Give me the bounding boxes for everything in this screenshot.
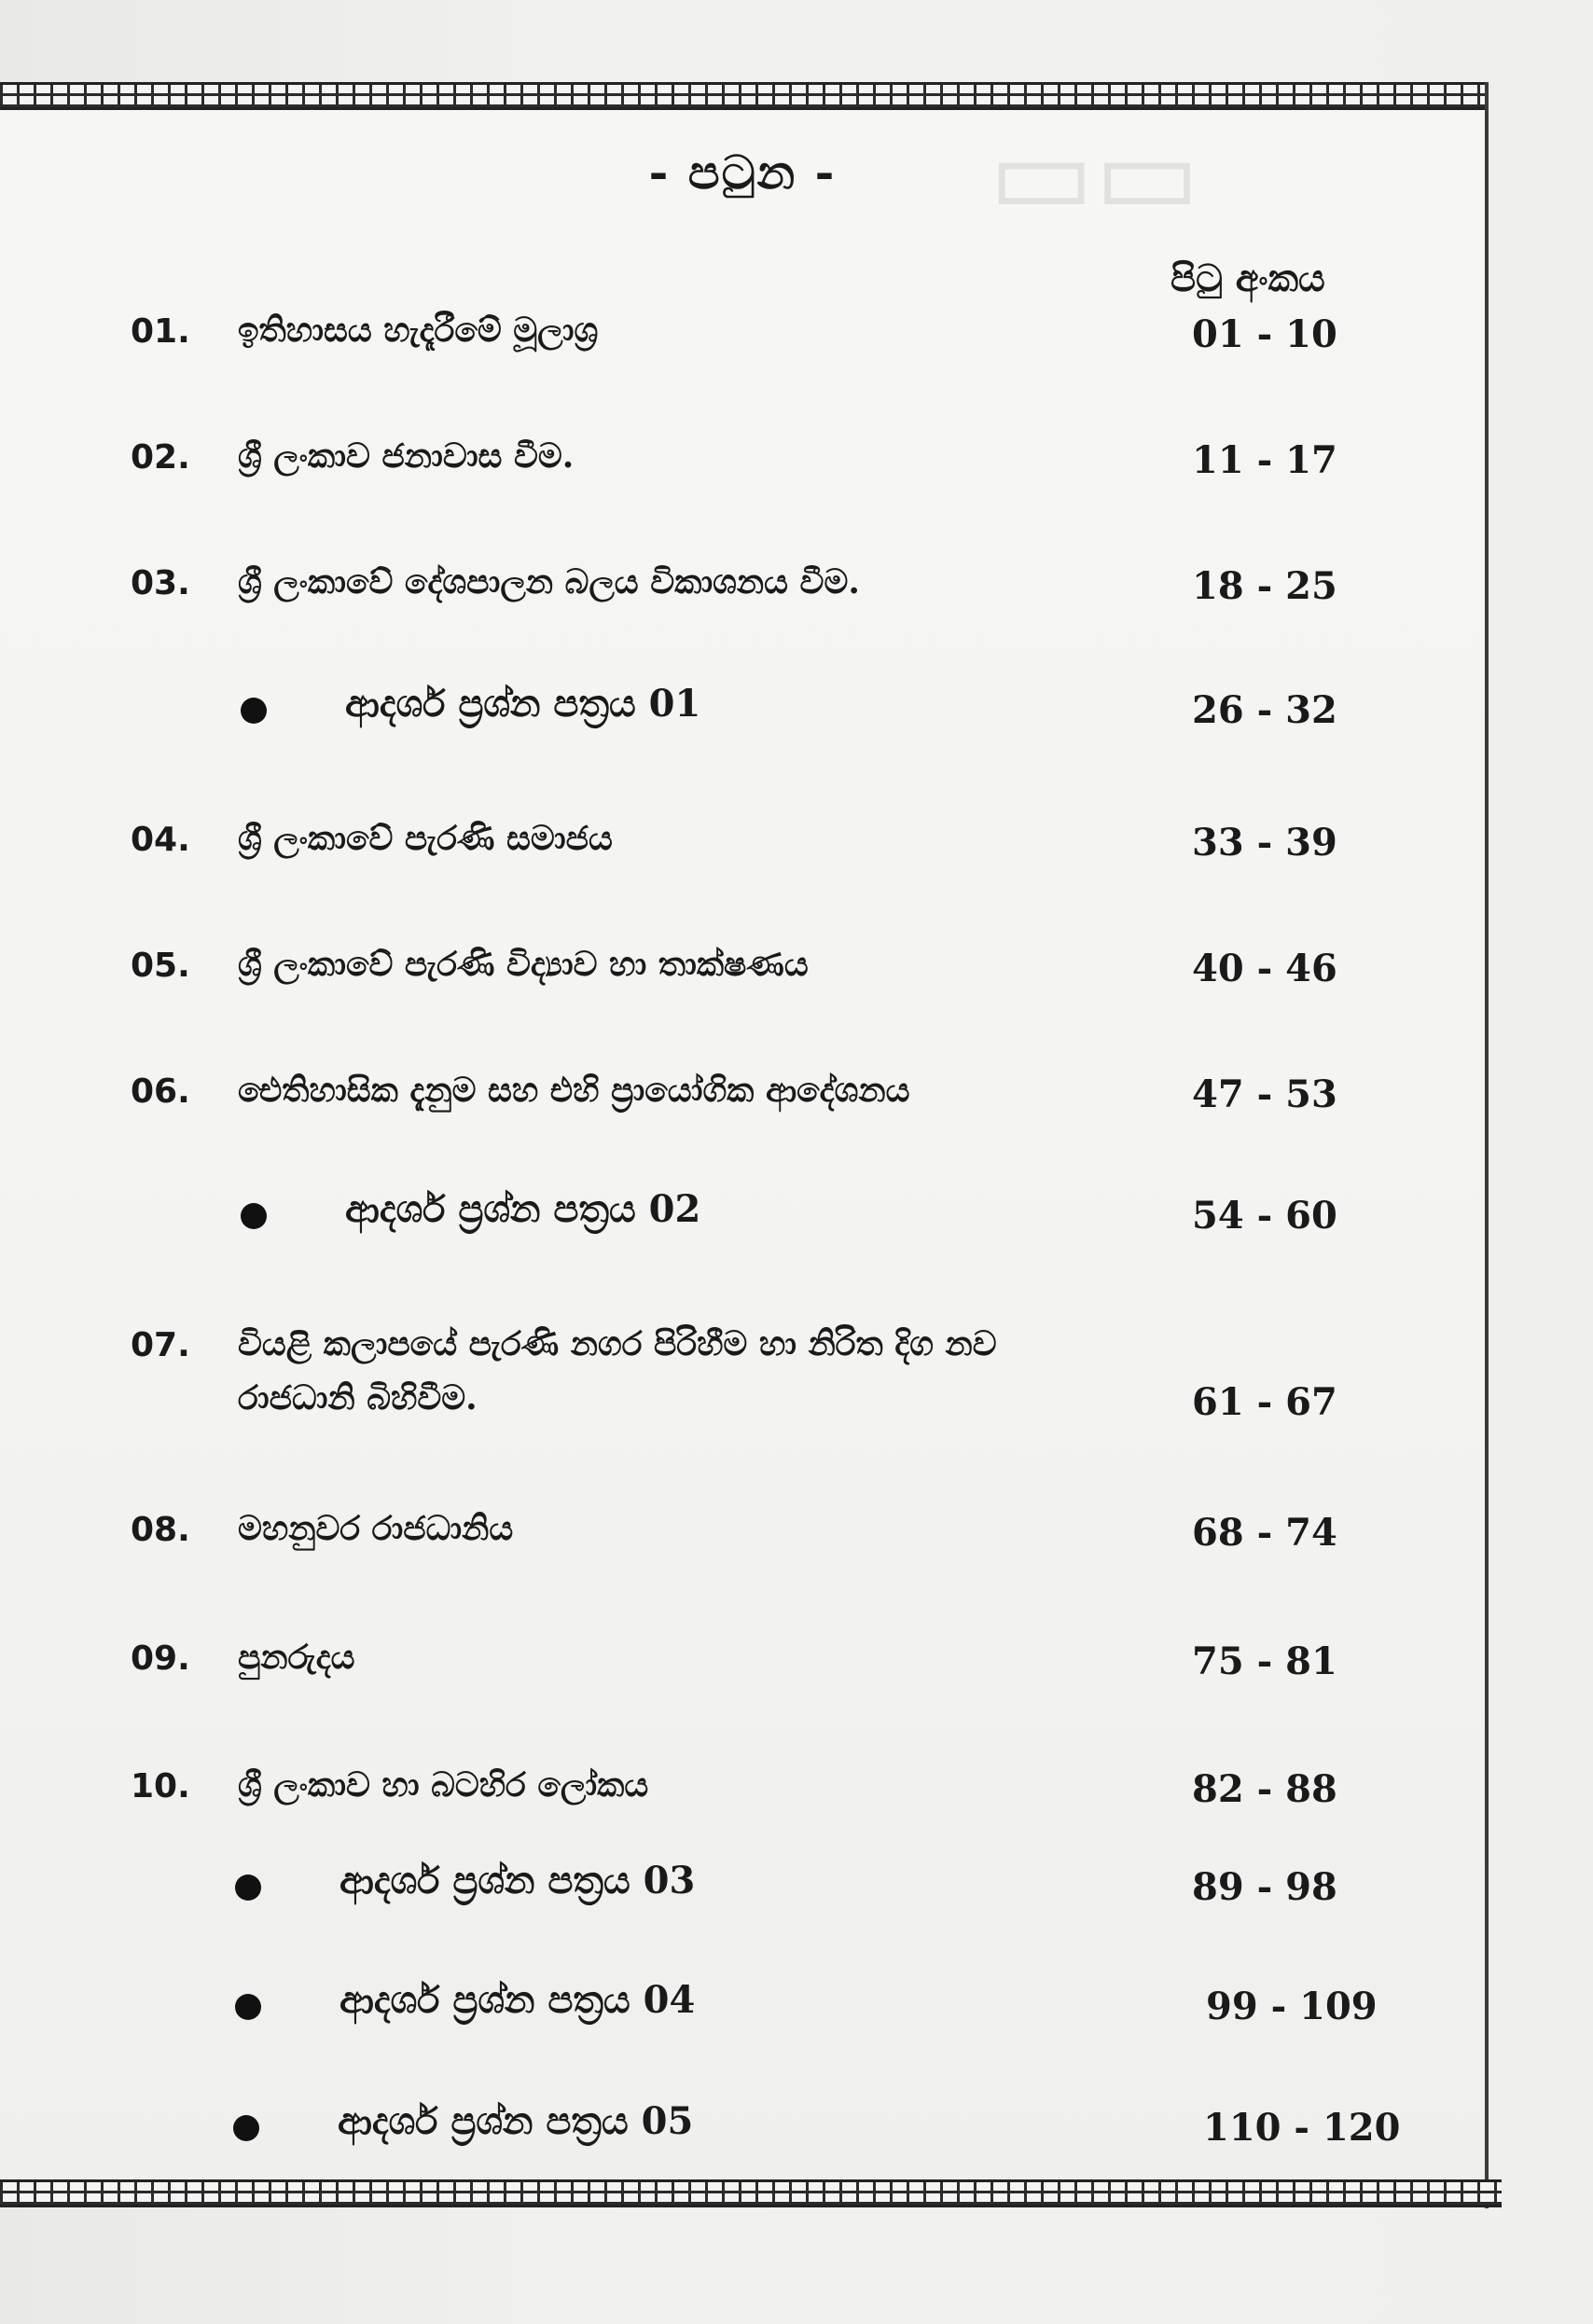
entry-title: පුනරුදය [238,1638,355,1677]
entry-number: 05. [131,947,190,985]
entry-title: ශ්‍රී ලංකාව හා බටහිර ලෝකය [238,1765,649,1805]
entry-number: 04. [131,821,190,859]
toc-entry [0,1511,1485,1576]
entry-pages: 61 - 67 [1192,1380,1337,1424]
decorative-border-top [0,82,1485,110]
entry-number: 06. [131,1072,190,1111]
decorative-border-bottom [0,2179,1502,2207]
entry-title: ශ්‍රී ලංකාවේ පැරණි විද්‍යාව හා තාක්ෂණය [238,945,809,984]
toc-entry-model-paper [0,2099,1485,2171]
entry-title: ආදර්ශ ප්‍රශ්න පත්‍රය 05 [338,2099,694,2143]
entry-number: 10. [131,1767,190,1805]
entry-title: මහනුවර රාජධානිය [238,1509,514,1548]
entry-title: ඓතිහාසික දැනුම සහ එහි ප්‍රායෝගික ආදේශනය [238,1071,910,1110]
toc-entry [0,1072,1485,1138]
toc-entry [0,1767,1485,1833]
entry-title: ඉතිහාසය හැදෑරීමේ මූලාශ්‍ර [238,311,599,350]
toc-entry-model-paper [0,1978,1485,2050]
entry-pages: 89 - 98 [1192,1865,1337,1909]
toc-entry [0,1326,1485,1447]
entry-pages: 99 - 109 [1206,1985,1378,2028]
page-title: - පටුන - [648,145,837,200]
page-number-header: පිටු අංකය [1171,256,1325,300]
entry-title: ආදර්ශ ප්‍රශ්න පත්‍රය 04 [339,1978,696,2022]
entry-pages: 110 - 120 [1203,2106,1401,2150]
bullet-icon [233,2115,259,2141]
bullet-icon [235,1994,261,2020]
entry-pages: 01 - 10 [1192,312,1337,356]
entry-number: 02. [131,438,190,477]
entry-number: 03. [131,564,190,602]
entry-number: 01. [131,312,190,351]
toc-entry-model-paper [0,1859,1485,1930]
entry-pages: 33 - 39 [1192,821,1337,865]
entry-number: 08. [131,1511,190,1549]
toc-entry [0,312,1485,378]
entry-title-continued: රාජධානි බිහිවීම. [238,1378,478,1418]
entry-title: ආදර්ශ ප්‍රශ්න පත්‍රය 01 [345,682,701,726]
entry-pages: 75 - 81 [1192,1639,1337,1683]
toc-entry [0,438,1485,504]
entry-number: 07. [131,1326,190,1364]
entry-pages: 11 - 17 [1192,438,1337,482]
entry-title: ආදර්ශ ප්‍රශ්න පත්‍රය 03 [339,1859,696,1902]
toc-entry [0,947,1485,1012]
entry-title: ශ්‍රී ලංකාව ජනාවාස වීම. [238,436,575,476]
entry-pages: 54 - 60 [1192,1194,1337,1238]
bullet-icon [241,698,267,724]
toc-entry-model-paper [0,1187,1485,1259]
entry-pages: 68 - 74 [1192,1511,1337,1555]
toc-entry [0,821,1485,886]
show-through: ▭▭ [989,110,1200,240]
entry-number: 09. [131,1639,190,1678]
entry-pages: 26 - 32 [1192,688,1337,732]
entry-pages: 47 - 53 [1192,1072,1337,1116]
toc-entry-model-paper [0,682,1485,754]
entry-pages: 82 - 88 [1192,1767,1337,1811]
entry-title: වියළි කලාපයේ පැරණි නගර පිරිහීම හා නිරිත දිග නව [238,1324,997,1363]
toc-entry [0,564,1485,629]
entry-pages: 18 - 25 [1192,564,1337,608]
entry-title: ආදර්ශ ප්‍රශ්න පත්‍රය 02 [345,1187,701,1231]
toc-entry [0,1639,1485,1705]
entry-title: ශ්‍රී ලංකාවේ පැරණි සමාජය [238,819,613,858]
entry-pages: 40 - 46 [1192,947,1337,990]
bullet-icon [241,1203,267,1229]
entry-title: ශ්‍රී ලංකාවේ දේශපාලන බලය විකාශනය වීම. [238,562,860,602]
bullet-icon [235,1874,261,1901]
